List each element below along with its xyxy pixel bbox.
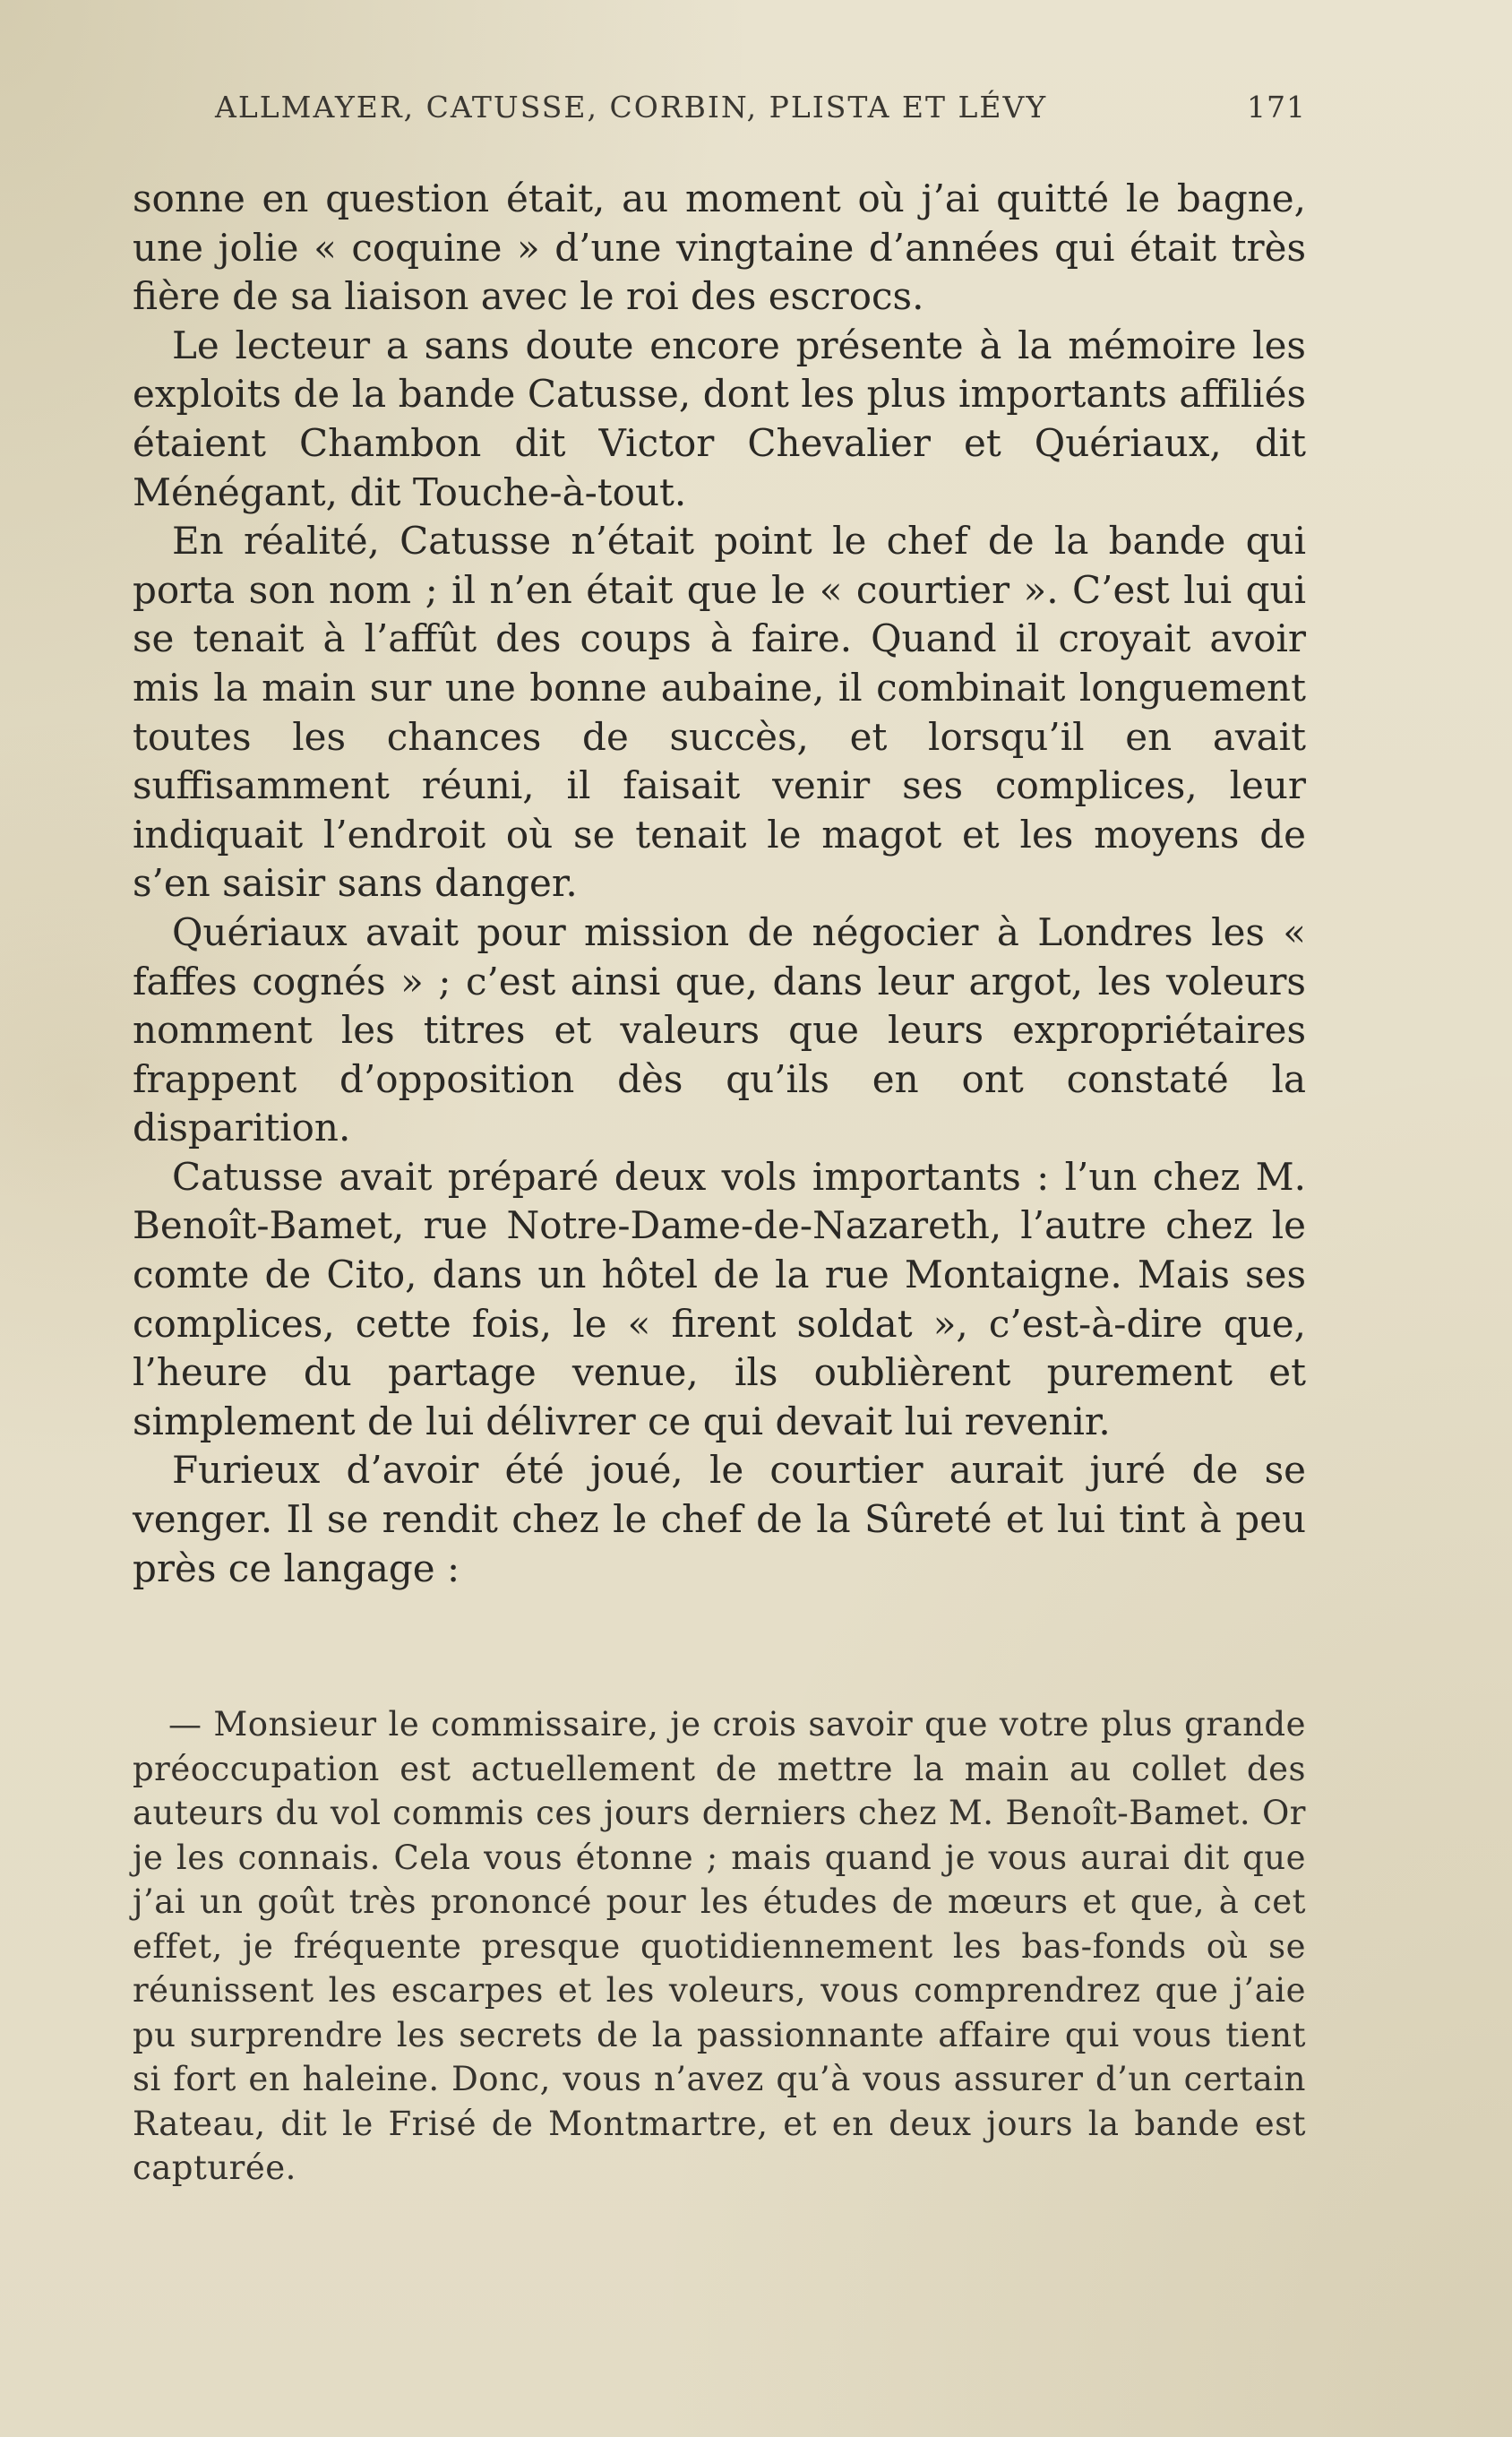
paragraph-continued: sonne en question était, au moment où j’ai quitté le bagne, une jolie « coquine » d’une vingtaine d’années qui était très fière de sa liaison avec le roi des escrocs. xyxy=(133,177,1306,319)
page-number: 171 xyxy=(1247,90,1306,125)
quoted-speech xyxy=(133,1702,1306,2191)
paragraph: Catusse avait préparé deux vols importants : l’un chez M. Benoît-Bamet, rue Notre-Dame-de-Nazareth, l’autre chez le comte de Cito, dans un hôtel de la rue Montaigne. Mais ses complices, cette fois, le « firent soldat », c’est-à-dire que, l’heure du partage venue, ils oublièrent purement et simplement de lui délivrer ce qui devait lui revenir. xyxy=(133,1154,1306,1443)
main-text xyxy=(133,175,1306,1593)
quote-paragraph: — Monsieur le commissaire, je crois savoir que votre plus grande préoccupation est actuellement de mettre la main au collet des auteurs du vol commis ces jours derniers chez M. Benoît-Bamet. Or je les connais. Cela vous étonne ; mais quand je vous aurai dit que j’ai un goût très prononcé pour les études de mœurs et que, à cet effet, je fréquente presque quotidiennement les bas-fonds où se réunissent les escarpes et les voleurs, vous comprendrez que j’aie pu surprendre les secrets de la passionnante affaire qui vous tient si fort en haleine. Donc, vous n’avez qu’à vous assurer d’un certain Rateau, dit le Frisé de Montmartre, et en deux jours la bande est capturée. xyxy=(133,1705,1306,2187)
paragraph: Quériaux avait pour mission de négocier à Londres les « faffes cognés » ; c’est ainsi que, dans leur argot, les voleurs nomment les titres et valeurs que leurs expropriétaires frappent d’opposition dès qu’ils en ont constaté la disparition. xyxy=(133,909,1306,1150)
running-title: ALLMAYER, CATUSSE, CORBIN, PLISTA ET LÉVY xyxy=(215,90,1048,125)
paragraph: Furieux d’avoir été joué, le courtier aurait juré de se venger. Il se rendit chez le chef de la Sûreté et lui tint à peu près ce langage : xyxy=(133,1448,1306,1590)
paragraph: En réalité, Catusse n’était point le chef de la bande qui porta son nom ; il n’en était que le « courtier ». C’est lui qui se tenait à l’affût des coups à faire. Quand il croyait avoir mis la main sur une bonne aubaine, il combinait longuement toutes les chances de succès, et lorsqu’il en avait suffisamment réuni, il faisait venir ses complices, leur indiquait l’endroit où se tenait le magot et les moyens de s’en saisir sans danger. xyxy=(133,519,1306,906)
running-head xyxy=(215,90,1306,134)
paragraph: Le lecteur a sans doute encore présente à la mémoire les exploits de la bande Catusse, dont les plus importants affiliés étaient Chambon dit Victor Chevalier et Quériaux, dit Ménégant, dit Touche-à-tout. xyxy=(133,323,1306,514)
